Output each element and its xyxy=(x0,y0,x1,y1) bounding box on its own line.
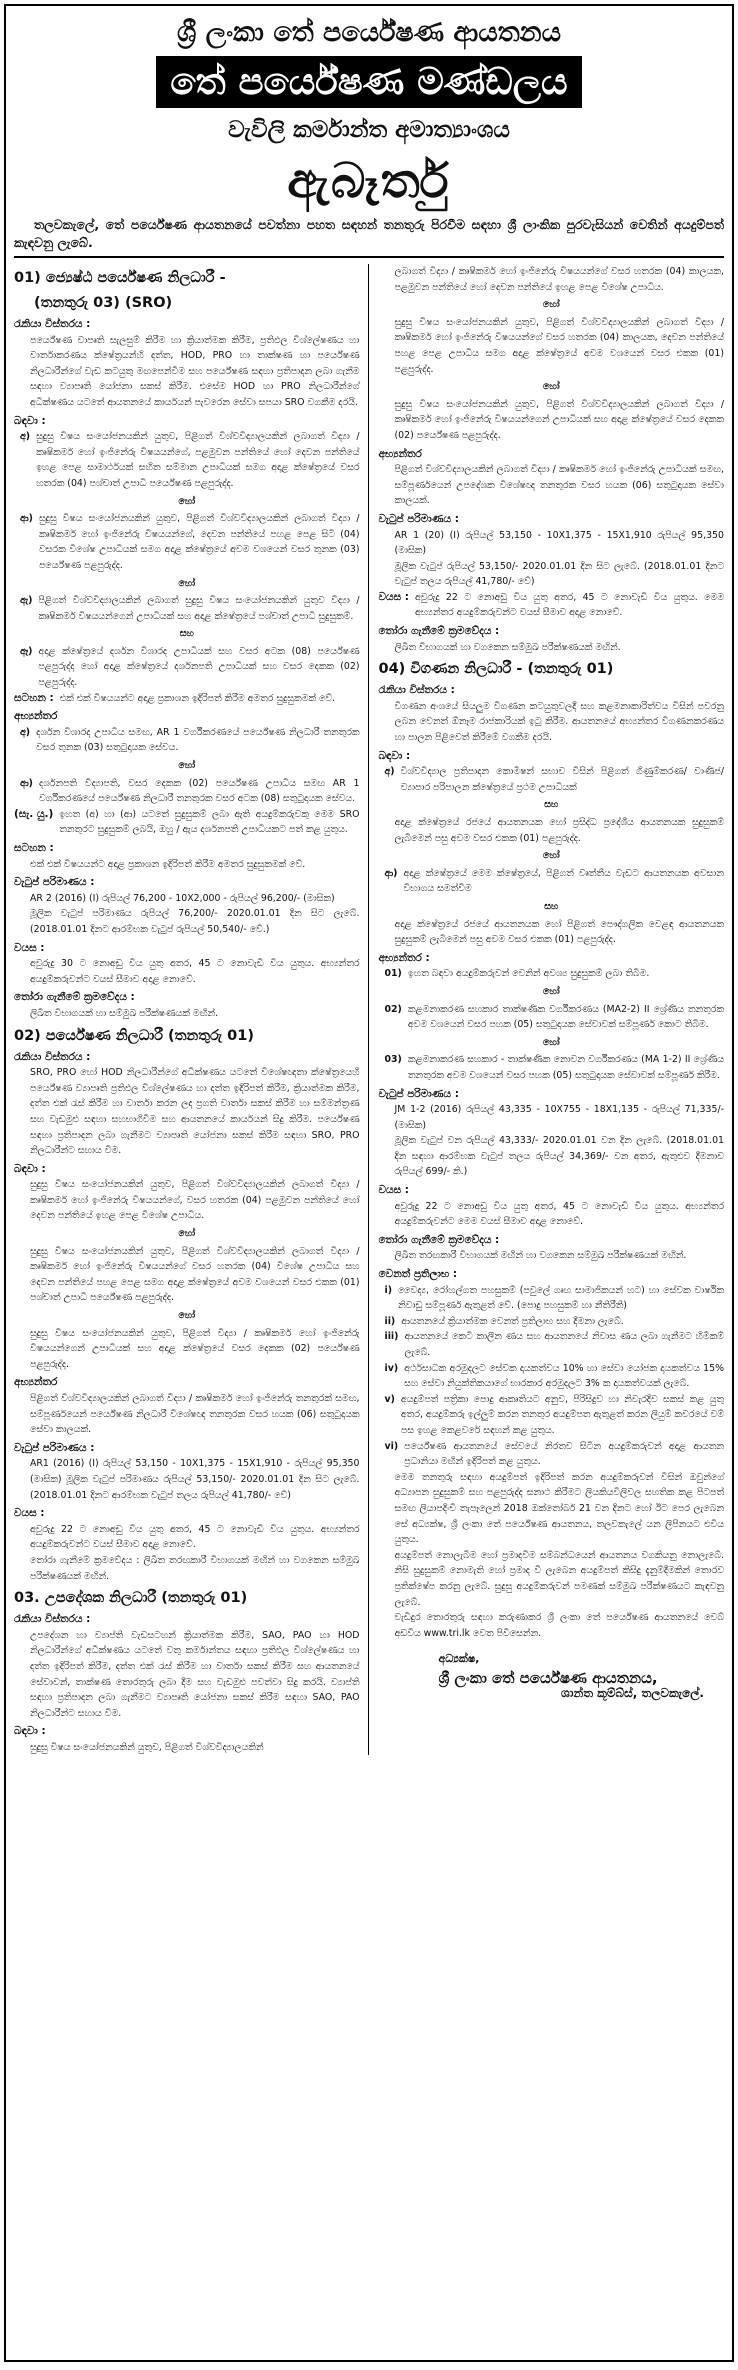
p2-salary-text: AR1 (2016) (I) රුපියල් 53,150 - 10X1,375 - 15X1,910 - රුපියල් 95,350 (මාසික) මූලික වැටුප් පරිමාණය රුපියල් 53,150/- 2020.01.01 දින සිට ලැබේ. (2018.01.01 දිනට ආරම්භක වැටුප් තලය රුපියල් 41,780/- වේ) xyxy=(30,1458,360,1501)
benefits-label: වෙනත් ප්‍රතිලාභ : xyxy=(378,1268,458,1281)
p1-internal-item: ආ) දර්ශනපති විද්‍යාපති, වසර දෙකක (02) පර්යේෂණ උපාධිය සමඟ AR 1 වර්ගීකරණයේ පර්යේෂණ නිලධාරී තනතුරක වසර අටක (08) සතුටුදායක සේවය. xyxy=(20,777,360,805)
p4-role-text: විගණන අංශයේ සියලුම විගණන කටයුතුවලදී සහ කළමනාකාරිත්වය විසින් පවරනු ලබන වෙනත් ඕනෑම රාජකාරියක් ඉටු කිරීම. ආයතනයේ අභ්‍යන්තර විගණනකරණය හා පාලන පිළිවෙත් කිරීමේ වගකීම දරයි. xyxy=(394,700,724,744)
signature-block xyxy=(379,1651,725,1702)
p2-internal-text: පිළිගත් විශ්වවිද්‍යාලයකින් ලබාගත් විද්‍යා / කෘෂිකර්ම හෝ ඉංජිනේරු තනතුරක් සමඟ, සම්පූර්ණයෙන් පර්යේෂණ නිලධාරී විශේෂඥ තනතුරක වසර හයක (06) සතුටුදායක සේවා කාලයක්. xyxy=(30,1393,360,1436)
p1-role-text: පර්යේෂණ වාපෘති සැලසුම් කිරීම හා ක්‍රියාත්මක කිරීම, ප්‍රතිඵල විශ්ලේෂණය හා වාර්තාකරණය ක්ෂේත්‍රයන්හි දත්ත, HOD, PRO හා තාක්ෂණ හා පර්යේෂණ නිලධාරීන්ගේ වැඩ කටයුතු මඟපෙන්වීම සහ පර්යේෂණ සඳහා ප්‍රතිපාදන ලබා ගැනීම සඳහා ව්‍යාපෘති යෝජනා සකස් කිරීම. එසේම HOD හා PRO නිලධාරීන්ගේ අධීක්ෂණය යටතේ ආයතනයේ කාර්යයන් පැවරෙන සේවා සපයා SRO වගකීම දරයි. xyxy=(30,334,360,408)
position-2-title: 02) පර්යේෂණ නිලධාරී (තනතුරු 01) xyxy=(14,1027,254,1044)
p4-qual-item: අ) විශ්වවිද්‍යාල ප්‍රතිපාදන කොමිෂන් සභාව විසින් පිළිගත් ගිණුම්කරණ/ වාණිජ/ ව්‍යාපාර පරිපාලන ක්ෂේත්‍රයේ ප්‍රථම උපාධියක් xyxy=(384,766,724,793)
conj-or: හෝ xyxy=(542,1036,560,1048)
p3-salary-scale: AR 1 (20) (I) රුපියල් 53,150 - 10X1,375 - 15X1,910 රුපියල් 95,350 (මාසික) xyxy=(394,529,724,557)
board-name: තේ පර්යේෂණ මණ්ඩලය xyxy=(156,56,581,108)
p4-role-label: රැකියා විස්තරය : xyxy=(378,684,455,697)
p1-qual-item: අ) සුදුසු විෂය සංයෝජනයකින් යුතුව, පිළිගත් විශ්වවිද්‍යාලයකින් ලබාගත් විද්‍යා / කෘෂිකර්ම හෝ ඉංජිනේරු විෂයයන්ගේ, පළමුවන පන්තියේ හෝ දෙවන පන්තියේ ඉහළ පෙළ සාමාර්ථයක් සහිත සම්මාන උපාධියක් සමග අදාළ ක්ෂේත්‍රයේ වසර හතරක (04) පශ්චාත් උපාධි පර්යේෂණ පළපුරුද්ද. xyxy=(20,431,360,489)
p2-qual-item: සුදුසු විෂය සංයෝජනයකින් යුතුව, පිළිගත් විශ්වවිද්‍යාලයකින් ලබාගත් විද්‍යා / කෘෂිකර්ම හෝ ඉංජිනේරු විෂයයන්ගේ, වසර හතරක (04) පළමුවන පන්තියේ හෝ දෙවන පන්තියේ ඉහළ පෙළ විශේෂ උපාධිය. xyxy=(30,1179,360,1222)
conj-or: හෝ xyxy=(178,577,196,589)
header xyxy=(14,12,724,212)
position-1-title: 01) ජ්‍යෙෂ්ඨ පර්යේෂණ නිලධාරී - xyxy=(14,270,226,286)
benefit-item: iii) ආයතනයේ කෙටි කාලීන ණය සහ ආයතනයේ නිවාස ණය ලබා ගැනීමට හිමිකම් ලැබේ. xyxy=(384,1331,724,1358)
conj-or: හෝ xyxy=(542,299,560,311)
p3-role-label: රැකියා විස්තරය : xyxy=(14,1613,91,1626)
p4-selection-label: තෝරා ගැනීමේ ක්‍රමවේදය : xyxy=(378,1233,500,1246)
closing-paragraph: වැඩිදුර තොරතුරු සඳහා කරුණාකර ශ්‍රී ලංකා තේ පර්යේෂණ ආයතනයේ වෙබ් අඩවිය www.tri.lk වෙත පිවිසෙන්න. xyxy=(394,1612,724,1639)
p1-qual-label: බඳවා : xyxy=(14,414,46,427)
p4-internal-item: 01) ඉහත බඳවා අයදුම්කරුවන් වෙනින් අවශ්‍ය සුදුසුකම් ලබා තිබීම. xyxy=(384,968,650,980)
closing-paragraph: මෙම තනතුරු සඳහා අයදුම්පත් ඉදිරිපත් කරන අයදුම්කරුවන් විසින් ඔවුන්ගේ අධ්‍යාපන සුදුසුකම් සහ පළපුරුද්ද සනාථ කිරීමට ලියකියවිලිවල සහතික කළ පිටපත් සමඟ ලියාපදිංචි තැපෑලෙන් 2018 ඔක්තෝබර් 21 වන දිනට හෝ ඊට පෙර ලැබෙන සේ අධ්‍යක්ෂ, ශ්‍රී ලංකා තේ පර්යේෂණ ආයතනය, තලවකැලේ යන ලිපිනයට එවිය යුතුය. xyxy=(394,1471,724,1546)
p3-selection-text: ලිඛිත විභාගයක් හා වගකෙන සම්මුඛ පරීක්ෂණයක් මඟින්. xyxy=(394,641,621,653)
p4-qual-item: අදාළ ක්ෂේත්‍රයේ රජයේ ආයතනයක හෝ පිළිගත් පෞද්ගලික වෙළඳ ආයතනයක සුදුසුකම් ලැබීමෙන් පසු අවම වසර එකක (01) පළපුරුද්ද. xyxy=(394,918,724,946)
vacancies-title: ඇබෑර්තු xyxy=(287,153,451,209)
conj-or: හෝ xyxy=(178,1228,196,1240)
right-column xyxy=(379,264,725,1755)
p2-age-text: අවුරුදු 22 ට නොඅඩු විය යුතු අතර, 45 ට නොවැඩි විය යුතුය. අභ්‍යන්තර අයදුම්කරුවන්ට වයස් සීමාව අදාළ නොවේ. xyxy=(30,1523,360,1551)
p4-internal-item: 02) කළමනාකරණ සහකාර තාක්ෂණික වර්ගීකරණය (MA2-2) II ශ්‍රේණිය තනතුරක අවම වශයෙන් වසර පහක (05) සතුටුදායක සේවාවක් සම්පූර්ණ කොට තිබීම. xyxy=(384,1003,724,1031)
p3-qual-item: සුදුසු විෂය සංයෝජනයකින් යුතුව, පිළිගත් විශ්වවිද්‍යාලයකින් xyxy=(30,1741,264,1753)
p4-internal-item: 03) කළමනාකරණ සහකාර - තාක්ෂණික නොවන වර්ගීකරණය (MA 1-2) II ශ්‍රේණිය තනතුරක අවම වශයෙන් වසර පහක (05) සතුටුදායක සේවාවක් සම්පූර්ණ කිරීම. xyxy=(384,1054,724,1081)
p2-age-label: වයස : xyxy=(14,1507,45,1520)
p2-selection-text: තෝරා ගැනීමේ ක්‍රමවේදය : ලිඛිත තරඟකාරී විභාගයක් මඟින් හා වගකෙන සම්මුඛ පරීක්ෂණයක් මඟින්. xyxy=(30,1554,360,1582)
p3-salary-label: වැටුප් පරිමාණය : xyxy=(378,512,459,525)
conj-or: හෝ xyxy=(542,985,560,997)
p3-qual-item: සුදුසු විෂය සංයෝජනයකින් යුතුව, පිළිගත් විශ්වවිද්‍යාලයකින් ලබාගත් විද්‍යා / කෘෂිකර්ම හෝ ඉංජිනේරු විෂයයන්ගෙන් උපාධියක් සහ අදාළ ක්ෂේත්‍රයේ වසර දෙකක (02) පර්යේෂණ පළපුරුද්ද. xyxy=(394,398,724,441)
p4-salary-scale: JM 1-2 (2016) රුපියල් 43,335 - 10X755 - 18X1,135 - රුපියල් 71,335/- (මාසික) xyxy=(394,1104,724,1131)
p1-salary-note: මූලික වැටුප් පරිමාණය රුපියල් 76,200/- 2020.01.01 දින සිට ලැබේ. (2018.01.01 දිනට ආරම්භක වැටුප් රුපියල් 50,540/- වේ.) xyxy=(30,908,360,935)
conj-or: හෝ xyxy=(178,760,196,772)
p3-internal-label: අභ්‍යන්තර xyxy=(378,447,422,460)
p1-selection-label: තෝරා ගැනීමේ ක්‍රමවේදය : xyxy=(14,991,135,1004)
p4-salary-label: වැටුප් පරිමාණය : xyxy=(378,1087,459,1100)
p3-qual-label: බඳවා : xyxy=(14,1725,46,1738)
conj-and: සහ xyxy=(544,799,559,811)
p3-age: වයස : අවුරුදු 22 ට නොඅඩු විය යුතු අතර, 45 ට නොවැඩි විය යුතුය. මෙම අභ්‍යන්තර අයදුම්කරුවන්ට වයස් සීමාව අදාළ නොවේ. xyxy=(378,590,724,619)
p1-internal-item: අ) දර්ශන විශාරද උපාධිය සමඟ, AR 1 වර්ගීකරණයේ පර්යේෂණ නිලධාරී තනතුරක වසර තුනක (03) සතුටුදායක සේවය. xyxy=(20,726,360,754)
p1-note: සටහන : එක් එක් විෂයයන්ට අදාළ ප්‍රකාශන ඉදිරිපත් කිරීම අමතර සුදුසුකමක් වේ. xyxy=(14,691,336,704)
intro-text: තලවකැලේ, තේ පර්යේෂණ ආයතනයේ පවත්නා පහත සඳහන් තනතුරු පිරවීම සඳහා ශ්‍රී ලාංකික පුරවැසියන් වෙතින් අයදුම්පත් කැඳවනු ලැබේ. xyxy=(14,216,724,258)
position-1-subtitle: (තනතුරු 03) (SRO) xyxy=(34,295,173,311)
p1-age-label: වයස : xyxy=(14,941,45,954)
p3-qual-item: සුදුසු විෂය සංයෝජනයකින් යුතුව, පිළිගත් විශ්වවිද්‍යාලයකින් ලබාගත් විද්‍යා / කෘෂිකර්ම හෝ ඉංජිනේරු විෂයයන්ගේ වසර හතරක (04) කාලයක, දෙවන පන්තියේ පහළ පෙළ උපාධිය සමග අදාළ ක්ෂේත්‍රයේ අවම වශයෙන් වසර එකක (01) පළපුරුද්ද. xyxy=(394,316,724,375)
p1-salary-label: වැටුප් පරිමාණය : xyxy=(14,876,95,889)
p3-selection-label: තෝරා ගැනීමේ ක්‍රමවේදය : xyxy=(378,625,500,638)
p1-qual-item: ඈ) අදාළ ක්ෂේත්‍රයේ දර්ශන විශාරද උපාධියක් සහ වසර අටක (08) පර්යේෂණ පළපුරුද්ද හෝ අදාළ ක්ෂේත්‍රයේ දර්ශනපති උපාධියක් සහ වසර දෙකක (02) පළපුරුද්ද. xyxy=(20,645,360,689)
p4-age-text: අවුරුදු 22 ට නොඅඩු විය යුතු අතර, 45 ට නොවැඩි විය යුතුය. අභ්‍යන්තර අයදුම්කරුවන්ට මෙම වයස් සීමාව අදාළ නොවේ. xyxy=(394,1200,724,1228)
left-column xyxy=(14,264,369,1755)
benefit-item: iv) අර්ථසාධක අරමුදලට සේවක දායකත්වය 10% හා සේවා යෝජක දායකත්වය 15% සහ සේවා නියුක්තිකයාගේ භාරකාර අරමුදලට 3% ක දායකත්වයක් ලැබේ. xyxy=(384,1362,724,1390)
p1-age-text: අවුරුදු 30 ට නොඅඩු විය යුතු අතර, 45 ට නොවැඩි විය යුතුය. අභ්‍යන්තර අයදුම්කරුවන්ට වයස් සීමාව අදාළ නොවේ. xyxy=(30,958,360,985)
p2-role-label: රැකියා විස්තරය : xyxy=(14,1050,91,1063)
p4-age-label: වයස : xyxy=(378,1184,410,1197)
p4-qual-item: අදාළ ක්ෂේත්‍රයේ රජයේ ආයතනයක හෝ ප්‍රසිද්ධ ප්‍රදේශීය ආයතනයක සුදුසුකම් ලැබීමෙන් පසු අවම වසර එකක (01) පළපුරුද්ද. xyxy=(394,817,724,844)
benefit-item: vi) පර්යේෂණ ආයතනයේ සේවයේ නිරතව සිටින අයදුම්කරුවන් අදාළ ආයතන ප්‍රධානියා මඟින් ඉදිරිපත් කළ යුතුය. xyxy=(384,1440,724,1468)
p4-qual-label: බඳවා : xyxy=(378,749,411,762)
conj-or: හෝ xyxy=(542,850,560,862)
p1-note2-label: සටහන : xyxy=(14,842,54,854)
content-columns xyxy=(14,264,724,1755)
closing-paragraph: අයදුම්පත් නොලැබීම හෝ ප්‍රමාදවීම සම්බන්ධයෙන් ආයතනය වගකියනු නොලැබේ. නිසි සුදුසුකම් නොමැති හෝ ප්‍රමාද වී ලැබෙන අයදුම්පත් කිසිදු දැනුම්දීමකින් තොරව ප්‍රතික්ෂේප කරනු ලැබේ. සුදුසු අයදුම්කරුවන් පමණක් සම්මුඛ පරීක්ෂණයට කැඳවනු ලැබේ. xyxy=(394,1549,724,1608)
benefit-item: ii) ආයතනයේ ක්‍රියාත්මක වෙනත් ප්‍රතිලාභ සහ දීමනා ලැබේ. xyxy=(384,1315,624,1327)
p2-salary-label: වැටුප් පරිමාණය : xyxy=(14,1441,95,1454)
conj-and: සහ xyxy=(544,900,559,912)
ministry-name: වැවිලි කර්මාන්ත අමාත්‍යාංශය xyxy=(228,117,510,143)
p1-qual-item: ඇ) පිළිගත් විශ්වවිද්‍යාලයකින් ලබාගත් සුදුසු විෂය සංයෝජනයකින් යුතුව විද්‍යා / කෘෂිකර්ම විෂයයන්ගෙන් උපාධියක් සහ අදාළ ක්ෂේත්‍රයේ පශ්චාත් උපාධි සුදුසුකම්. xyxy=(20,595,360,622)
p4-selection-text: ලිඛිත තරඟකාරී විභාගයක් මඟින් හා වගකෙන සම්මුඛ පරීක්ෂණයක් මඟින්. xyxy=(394,1250,687,1262)
p3-internal-text: පිළිගත් විශ්වවිද්‍යාලයකින් ලබාගත් විද්‍යා / කෘෂිකර්ම හෝ ඉංජිනේරු උපාධියක් සමඟ, සම්පූර්ණයෙන් උපදේශක විශේෂඥ තනතුරක වසර හයක (06) සතුටුදායක සේවා කාලයක්. xyxy=(394,464,724,507)
p2-qual-item: සුදුසු විෂය සංයෝජනයකින් යුතුව, පිළිගත් විද්‍යා / කෘෂිකර්ම හෝ ඉංජිනේරු විෂයයන්ගෙන් උපාධියක් සහ අදාළ ක්ෂේත්‍රයේ වසර දෙකක (02) පර්යේෂණ පළපුරුද්ද. xyxy=(30,1327,360,1370)
signatory-institute: ශ්‍රී ලංකා තේ පර්යේෂණ ආයතනය, xyxy=(438,1668,658,1687)
p2-internal-label: අභ්‍යන්තර xyxy=(14,1376,58,1389)
p1-selection-text: ලිඛිත විභාගයක් හා සම්මුඛ පරීක්ෂණයක් මඟින්. xyxy=(30,1007,219,1019)
p3-qual-item: ලබාගත් විද්‍යා / කෘෂිකර්ම හෝ ඉංජිනේරු විෂයයන්ගේ වසර හතරක (04) කාලයක, පළමුවන පන්තියේ හෝ දෙවන පන්තියේ ඉහළ පෙළ විශේෂ උපාධිය. xyxy=(394,266,724,293)
signatory-address: ශාන්ත කූම්බ්ස්, තලවකැලේ. xyxy=(560,1686,704,1701)
advertisement-page xyxy=(4,4,734,2362)
p1-role-label: රැකියා විස්තරය : xyxy=(14,318,91,330)
p1-note2-text: එක් එක් විෂයයන්ට අදාළ ප්‍රකාශන ඉදිරිපත් කිරීම අමතර සුදුසුකමක් වේ. xyxy=(30,858,306,870)
institute-name: ශ්‍රී ලංකා තේ පර්යේෂණ ආයතනය xyxy=(176,17,562,48)
position-4-title: 04) විගණන නිලධාරී - (තනතුරු 01) xyxy=(378,661,614,678)
benefit-item: v) අයදුම්පත් පත්‍රිකා පොදු ආකෘතියට අනුව, පිරිසිදුව හා නිවැරදිව සකස් කළ යුතු අතර, අයදුම්කරු ඉල්ලුම් කරන තනතුර අයදුම්පත ඇතුළත් කරන ලියුම් කවරයේ වම් පස ඉහළ කෙළවරේ සඳහන් කළ යුතුය. xyxy=(384,1393,724,1436)
p2-qual-item: සුදුසු විෂය සංයෝජනයකින් යුතුව, පිළිගත් විශ්වවිද්‍යාලයකින් ලබාගත් විද්‍යා / කෘෂිකර්ම හෝ ඉංජිනේරු විෂයයන්ගේ වසර හතරක (04) විශේෂ උපාධිය සහ දෙවන පන්තියේ පහළ පෙළ සමග අදාළ ක්ෂේත්‍රයේ අවම වශයෙන් වසර එකක (01) පශ්චාත් උපාධි පර්යේෂණ පළපුරුද්ද. xyxy=(30,1245,360,1304)
p1-internal-label: අභ්‍යන්තර xyxy=(14,710,58,723)
p4-internal-label: අභ්‍යන්තර : xyxy=(378,951,430,964)
conj-or: හෝ xyxy=(178,495,196,507)
p1-qual-item: ආ) සුදුසු විෂය සංයෝජනයකින් යුතුව, පිළිගත් විශ්වවිද්‍යාලයකින් ලබාගත් විද්‍යා / කෘෂිකර්ම හෝ ඉංජිනේරු විෂයයන්ගේ, දෙවන පන්තියේ පහළ පෙළ සිටි (04) වසරක විශේෂ උපාධියක් සමග අදාළ ක්ෂේත්‍රයේ අවම වශයෙන් වසර තුනක (03) පර්යේෂණ පළපුරුද්ද. xyxy=(20,513,360,571)
p1-salary-scale: AR 2 (2016) (I) රුපියල් 76,200 - 10X2,000 - රුපියල් 96,200/- (මාසික) xyxy=(30,892,335,904)
conj-or: හෝ xyxy=(178,1310,196,1322)
benefit-item: i) වෛද්‍ය, රෝහල්ගත පහසුකම් (පවුලේ ගෘහ සාමාජිකයන් හට) හා සේවක වාර්ෂික නිවාඩු සම්පූර්ණ ඇතුළත් වේ. (පොදු පහසුකම් හා නීතිරීති) xyxy=(384,1284,724,1312)
p2-qual-label: බඳවා : xyxy=(14,1162,46,1175)
conj-or: හෝ xyxy=(542,381,560,393)
p3-salary-note: මූලික වැටුප් රුපියල් 53,150/- 2020.01.01 දින සිට ලැබේ. (2018.01.01 දිනට වැටුප් තලය රුපියල් 41,780/- වේ) xyxy=(394,560,724,588)
p4-qual-item: ආ) අදාළ ක්ෂේත්‍රයේ මෙම ක්ෂේත්‍රයේ, පිළිගත් වෘත්තීය වැඩට ආයතනයක අවසාන විභාගය සමත්වීම xyxy=(384,867,724,895)
position-3-title: 03. උපදේශක නිලධාරී (තනතුරු 01) xyxy=(14,1590,248,1607)
conj-and: සහ xyxy=(179,628,194,640)
p3-role-text: උපදේශන හා ව්‍යාප්ති වැඩසටහන් ක්‍රියාත්මක කිරීම, SAO, PAO හා HOD නිලධාරීන්ගේ අධීක්ෂණය යටතේ වතු කර්මාන්තය සඳහා ප්‍රතිඵල විශ්ලේෂණය හා දත්ත ඉදිරිපත් කිරීම, දත්ත එක් රැස් කිරීම හා වාර්තා සකස් කිරීම සහ ආයතනයේ සේවාවන්, තාක්ෂණ තොරතුරු ලබා දීම සහ වැඩමුළු පවත්වා සිදු කරයි. ව්‍යාප්ති සඳහා ප්‍රතිපාදන ලබා ගැනීමට ව්‍යාපෘති යෝජනා සකස් කිරීම සඳහා SAO, PAO නිලධාරීන්ට සහාය වීම. xyxy=(30,1629,360,1719)
signatory-title: අධ්‍යක්ෂ, xyxy=(438,1652,480,1666)
p4-salary-note: මූලික වැටුප් වන රුපියල් 43,333/- 2020.01.01 වන දින ලැබේ. (2018.01.01 දින සඳහා ආරම්භක වැටුප් තලය රුපියල් 34,369/- වන අතර, ඇතුළුව දීමනාව රුපියල් 699/- කි.) xyxy=(394,1135,724,1178)
p1-special-note: (සැ. යු.) ඉහත (අ) හා (ආ) යටතේ සුදුසුකම් ලබා ඇති අයදුම්කරුවකු මෙම SRO තනතුරට සුදුසුකම් ලබයි, ඔහු / ඇය දර්ශනපති උපාධියකට පත් කළ යුතුය. xyxy=(14,807,360,836)
p2-role-text: SRO, PRO හෝ HOD නිලධාරීන්ගේ අධීක්ෂණය යටතේ විශේෂඥතා ක්ෂේත්‍රයෙහි පර්යේෂණ ව්‍යාපෘති ප්‍රතිඵල විශ්ලේෂණය හා දත්ත ඉදිරිපත් කිරීම, ක්‍රියාත්මක කිරීම, දත්ත එක් රැස් කිරීම හා වාර්තා කරන ලද ප්‍රගති වාර්තා සකස් කිරීම හා සම්මන්ත්‍රණ සහ වැඩමුළු සඳහා සහභාගිවීම සහ ආයතනයේ කාර්යයන් සිදු කිරීම. පර්යේෂණ සඳහා ප්‍රතිපාදන ලබා ගැනීමට ව්‍යාපෘති යෝජනා සකස් කිරීම සඳහා SRO, PRO නිලධාරීන්ට සහාය වීම. xyxy=(30,1067,360,1157)
